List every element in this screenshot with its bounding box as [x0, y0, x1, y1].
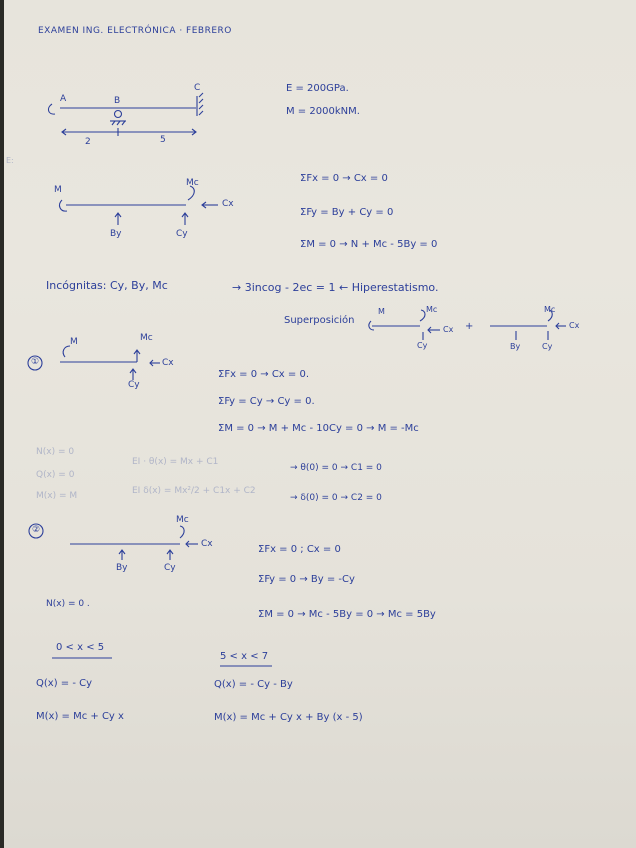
unknowns-text: Incógnitas: Cy, By, Mc	[46, 279, 168, 292]
range2-m: M(x) = Mc + Cy x + By (x - 5)	[214, 712, 363, 723]
range1-q: Q(x) = - Cy	[36, 678, 93, 689]
case1-mx: M(x) = M	[36, 491, 78, 501]
case2-eq-fy: ΣFy = 0 → By = -Cy	[258, 574, 355, 585]
case1-cx: Cx	[162, 358, 174, 368]
given-m: M = 2000kNM.	[286, 106, 360, 117]
case1-slope-bc: → θ(0) = 0 → C1 = 0	[290, 463, 382, 473]
fbd-label-by: By	[110, 229, 122, 239]
case2-by: By	[116, 563, 128, 573]
page-title: EXAMEN ING. ELECTRÓNICA · FEBRERO	[38, 26, 232, 36]
sup-cx2: Cx	[569, 321, 580, 330]
fbd-label-cy: Cy	[176, 229, 188, 239]
case1-q: Q(x) = 0	[36, 470, 75, 480]
case2-n: N(x) = 0 .	[46, 599, 90, 609]
range2-title: 5 < x < 7	[220, 651, 269, 662]
fbd-mc-arrow	[188, 186, 194, 200]
case2-cx: Cx	[201, 539, 213, 549]
label-c: C	[194, 83, 201, 93]
range1-m: M(x) = Mc + Cy x	[36, 711, 124, 722]
sup-cx1: Cx	[443, 325, 454, 334]
case2-marker: ②	[32, 525, 41, 535]
sup-mc1: Mc	[426, 305, 438, 314]
given-e: E = 200GPa.	[286, 83, 349, 94]
case1-cy: Cy	[128, 380, 140, 390]
superposition-label: Superposición	[284, 315, 355, 326]
case1-eq-m: ΣM = 0 → M + Mc - 10Cy = 0 → M = -Mc	[218, 423, 419, 434]
range2-q: Q(x) = - Cy - By	[214, 679, 293, 690]
hyperstatic-result: → 3incog - 2ec = 1 ← Hiperestatismo.	[232, 281, 439, 294]
label-a: A	[60, 94, 67, 104]
eq-main-m: ΣM = 0 → N + Mc - 5By = 0	[300, 239, 438, 250]
eq-main-fx: ΣFx = 0 → Cx = 0	[300, 173, 388, 184]
case2-mc: Mc	[176, 515, 189, 525]
case1-eq-fy: ΣFy = Cy → Cy = 0.	[218, 396, 315, 407]
sup-cy1: Cy	[417, 341, 428, 350]
range1-title: 0 < x < 5	[56, 642, 105, 653]
case2-cy: Cy	[164, 563, 176, 573]
sup-plus: +	[465, 321, 474, 332]
fbd-label-cx: Cx	[222, 199, 234, 209]
sup-by2: By	[510, 342, 521, 351]
span-2: 5	[160, 135, 166, 145]
margin-mark: E:	[6, 156, 14, 165]
case2-eq-fx: ΣFx = 0 ; Cx = 0	[258, 544, 341, 555]
case1-defl: EI δ(x) = Mx²/2 + C1x + C2	[132, 486, 256, 496]
case2-eq-m: ΣM = 0 → Mc - 5By = 0 → Mc = 5By	[258, 609, 436, 620]
moment-a-arrow	[48, 104, 55, 114]
sup-mc2: Mc	[544, 305, 556, 314]
case1-defl-bc: → δ(0) = 0 → C2 = 0	[290, 493, 382, 503]
eq-main-fy: ΣFy = By + Cy = 0	[300, 207, 394, 218]
roller-support	[115, 111, 122, 118]
case1-n: N(x) = 0	[36, 447, 75, 457]
fbd-moment	[60, 200, 67, 211]
fbd-label-mc: Mc	[186, 178, 199, 188]
sup-cy2: Cy	[542, 342, 553, 351]
case1-mc: Mc	[140, 333, 153, 343]
case1-eq-fx: ΣFx = 0 → Cx = 0.	[218, 369, 310, 380]
label-b: B	[114, 96, 121, 106]
fbd-label-m: M	[54, 185, 62, 195]
case1-slope: EI · θ(x) = Mx + C1	[132, 457, 219, 467]
case1-m: M	[70, 337, 78, 347]
case1-marker: ①	[31, 357, 40, 367]
sup-m: M	[378, 307, 385, 316]
span-1: 2	[85, 137, 91, 147]
